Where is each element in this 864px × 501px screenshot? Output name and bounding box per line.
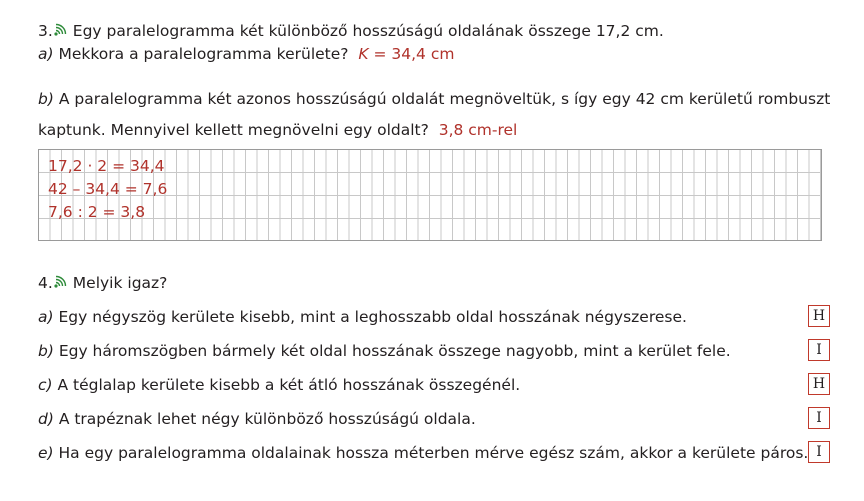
- task4-number: 4.: [38, 274, 53, 292]
- signal-waves-icon: [53, 23, 67, 37]
- task3a-line: [38, 44, 454, 64]
- task4-item-text: Egy négyszög kerülete kisebb, mint a leghosszabb oldal hosszának négyszerese.: [58, 308, 687, 326]
- task4-item-label: b): [38, 342, 54, 360]
- task4-item-text: Ha egy paralelogramma oldalainak hossza méterben mérve egész szám, akkor a kerülete páros.: [58, 444, 809, 462]
- task4-item-text: A téglalap kerülete kisebb a két átló hosszának összegénél.: [57, 376, 521, 394]
- task3a-label: a): [38, 45, 54, 63]
- task4-item-label: c): [38, 376, 53, 394]
- task3a-answer-var: K: [358, 45, 369, 63]
- task4-item-label: e): [38, 444, 54, 462]
- task3b-label: b): [38, 90, 54, 108]
- task4-header: [38, 273, 167, 293]
- signal-waves-icon: [53, 275, 67, 289]
- task3-statement: Egy paralelogramma két különböző hosszúságú oldalának összege 17,2 cm.: [72, 22, 664, 40]
- task4-item-c: [38, 375, 520, 395]
- task3b-question-line2: kaptunk. Mennyivel kellett megnövelni egy oldalt?: [38, 121, 429, 139]
- task3-number: 3.: [38, 22, 53, 40]
- calculation-line-3: 7,6 : 2 = 3,8: [48, 203, 146, 221]
- task4-item-e: [38, 443, 808, 463]
- task3-statement-line: [38, 21, 664, 41]
- answer-box-e[interactable]: I: [808, 441, 830, 463]
- task4-item-text: A trapéznak lehet négy különböző hosszúságú oldala.: [58, 410, 476, 428]
- task3b-line2: [38, 120, 517, 140]
- task3b-line1: [38, 89, 830, 109]
- task4-item-label: a): [38, 308, 54, 326]
- answer-box-c[interactable]: H: [808, 373, 830, 395]
- task4-item-a: [38, 307, 687, 327]
- task4-question: Melyik igaz?: [72, 274, 168, 292]
- task3b-answer: 3,8 cm-rel: [438, 121, 518, 139]
- task3a-answer-value: = 34,4 cm: [368, 45, 455, 63]
- answer-box-b[interactable]: I: [808, 339, 830, 361]
- task4-item-b: [38, 341, 731, 361]
- task4-item-text: Egy háromszögben bármely két oldal hosszának összege nagyobb, mint a kerület fele.: [58, 342, 731, 360]
- task3a-question: Mekkora a paralelogramma kerülete?: [58, 45, 349, 63]
- answer-box-a[interactable]: H: [808, 305, 830, 327]
- task4-item-label: d): [38, 410, 54, 428]
- calculation-line-2: 42 – 34,4 = 7,6: [48, 180, 168, 198]
- calculation-line-1: 17,2 · 2 = 34,4: [48, 157, 165, 175]
- task3b-question-line1: A paralelogramma két azonos hosszúságú oldalát megnöveltük, s így egy 42 cm kerületű rombuszt: [58, 90, 831, 108]
- task4-item-d: [38, 409, 476, 429]
- answer-box-d[interactable]: I: [808, 407, 830, 429]
